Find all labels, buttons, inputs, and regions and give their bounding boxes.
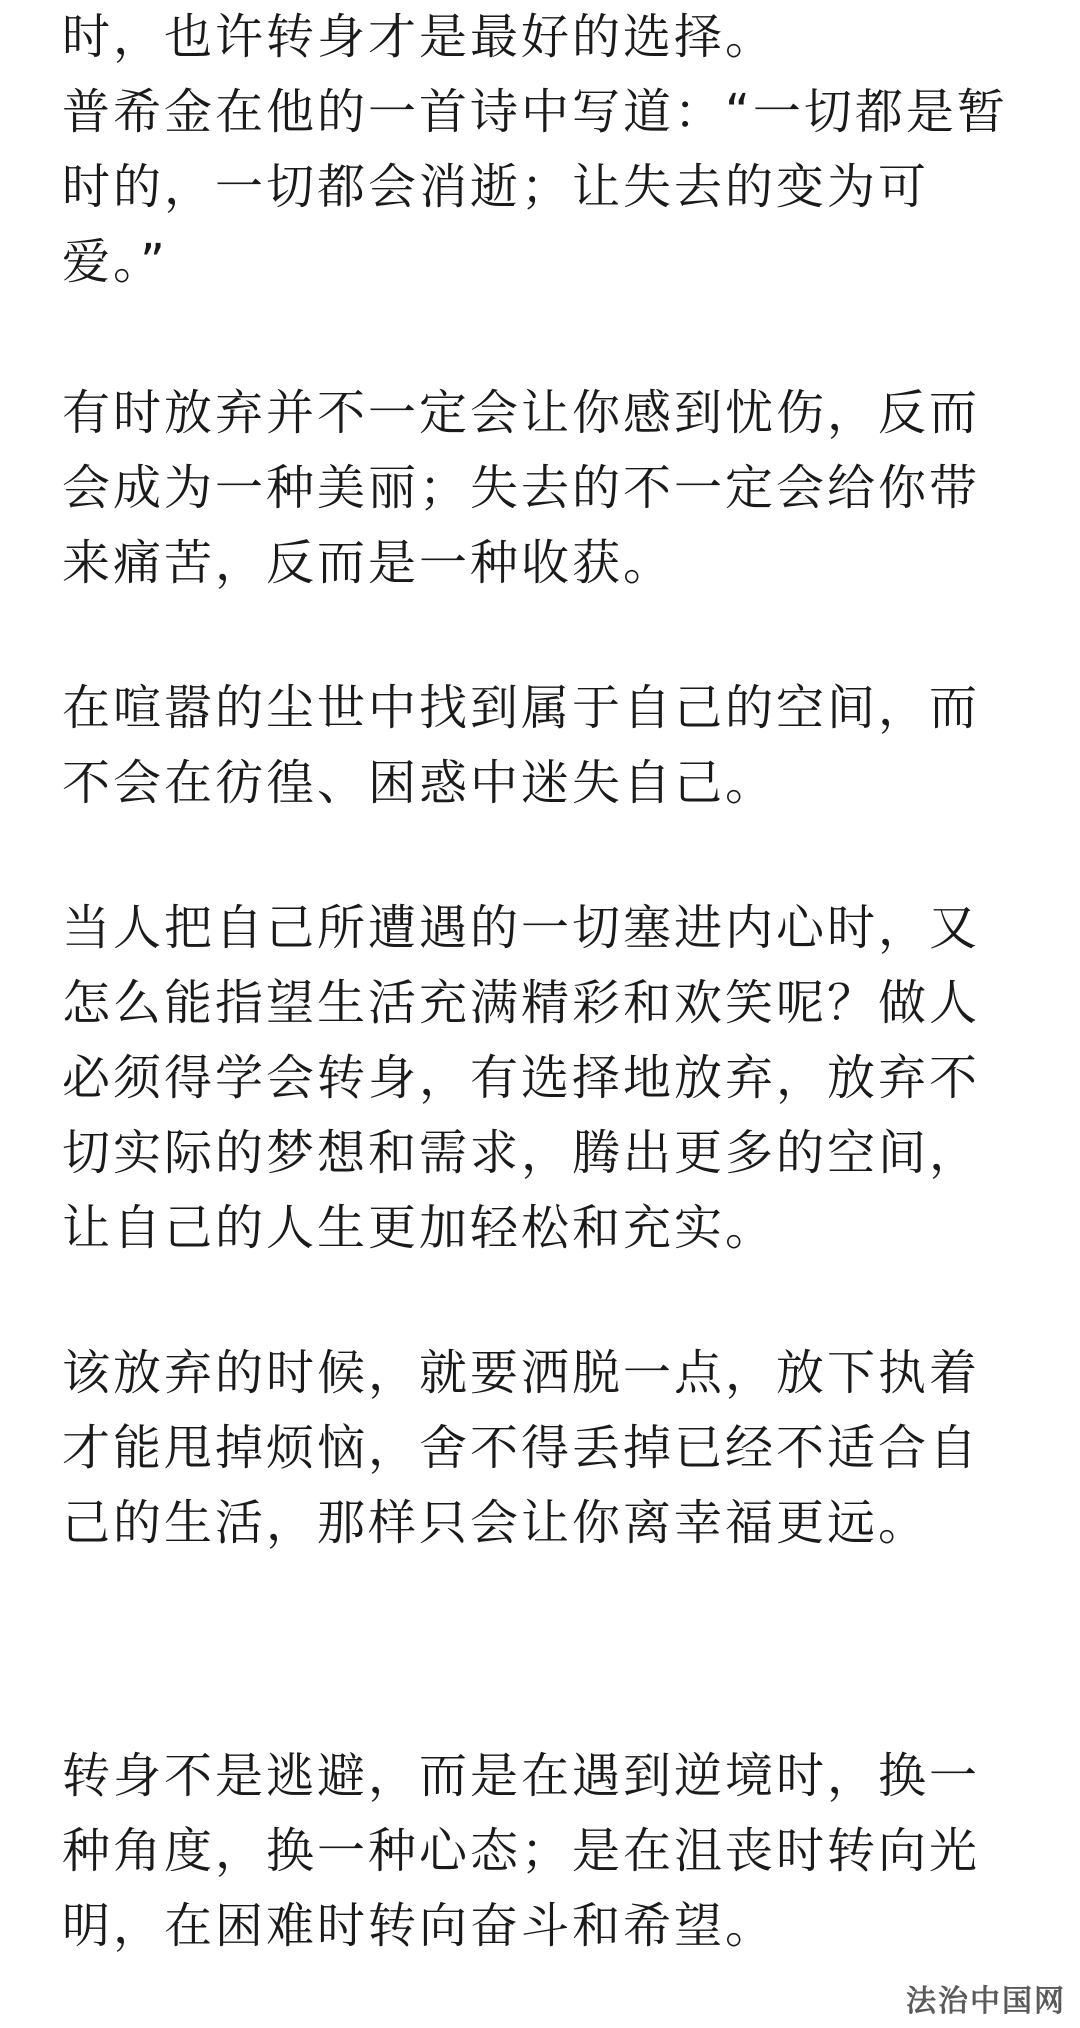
text-line: 当人把自己所遭遇的一切塞进内心时，又: [62, 900, 981, 956]
text-line: 不会在彷徨、困惑中迷失自己。: [62, 755, 777, 811]
text-line: 让自己的人生更加轻松和充实。: [62, 1200, 777, 1256]
text-line: 该放弃的时候，就要洒脱一点，放下执着: [62, 1345, 981, 1401]
text-line: 怎么能指望生活充满精彩和欢笑呢？做人: [62, 975, 981, 1031]
text-line: 必须得学会转身，有选择地放弃，放弃不: [62, 1050, 981, 1106]
text-line: 时，也许转身才是最好的选择。: [62, 9, 777, 65]
text-line: 己的生活，那样只会让你离幸福更远。: [62, 1495, 930, 1551]
paragraph-gap: [62, 1561, 1022, 1739]
paragraph-gap: [62, 821, 1022, 891]
text-line: 来痛苦，反而是一种收获。: [62, 535, 675, 591]
text-line: 普希金在他的一首诗中写道：“一切都是暂: [62, 84, 1008, 140]
text-line: 会成为一种美丽；失去的不一定会给你带: [62, 460, 981, 516]
text-line: 切实际的梦想和需求，腾出更多的空间，: [62, 1125, 981, 1181]
article-body: [62, 0, 1022, 1964]
text-line: 种角度，换一种心态；是在沮丧时转向光: [62, 1823, 981, 1879]
watermark-logo: 法治中国网: [906, 1984, 1066, 2019]
text-line: 有时放弃并不一定会让你感到忧伤，反而: [62, 385, 981, 441]
text-line: 爱。”: [62, 234, 168, 290]
paragraph-gap: [62, 300, 1022, 376]
text-line: 时的，一切都会消逝；让失去的变为可: [62, 159, 930, 215]
text-line: 明，在困难时转向奋斗和希望。: [62, 1898, 777, 1954]
text-line: 转身不是逃避，而是在遇到逆境时，换一: [62, 1748, 981, 1804]
paragraph-gap: [62, 601, 1022, 671]
text-line: 在喧嚣的尘世中找到属于自己的空间，而: [62, 680, 981, 736]
text-line: 才能甩掉烦恼，舍不得丢掉已经不适合自: [62, 1420, 981, 1476]
paragraph-gap: [62, 1266, 1022, 1336]
